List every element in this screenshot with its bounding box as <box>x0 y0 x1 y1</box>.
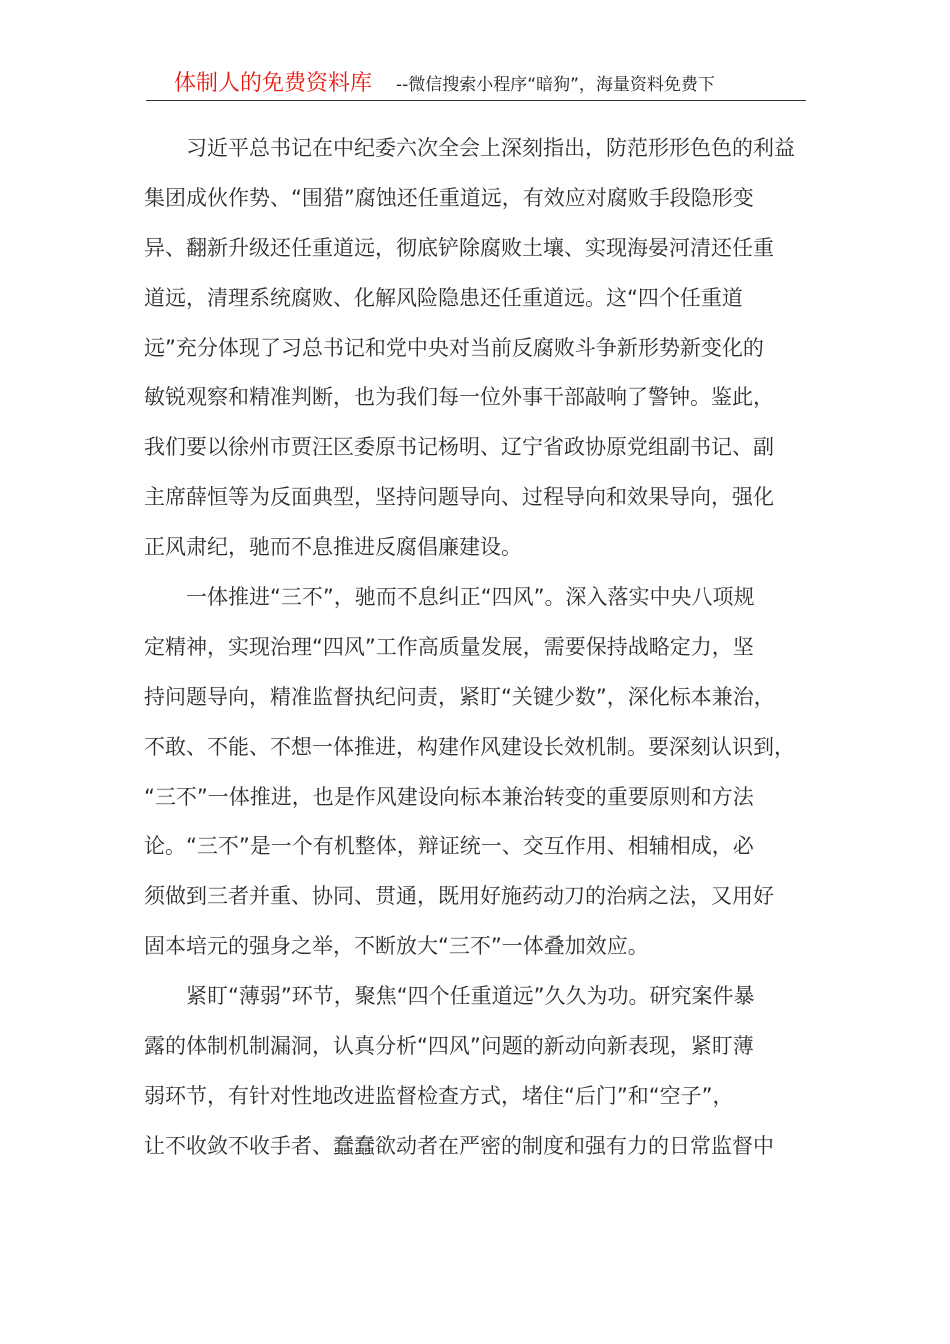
header-brand: 体制人的免费资料库 <box>174 71 373 96</box>
text-line: 主席薛恒等为反面典型，坚持问题导向、过程导向和效果导向，强化 <box>144 485 774 510</box>
text-line: 异、翻新升级还任重道远，彻底铲除腐败土壤、实现海晏河清还任重 <box>144 235 774 260</box>
text-line: 敏锐观察和精准判断，也为我们每一位外事干部敲响了警钟。鉴此， <box>144 385 774 410</box>
text-line: 须做到三者并重、协同、贯通，既用好施药动刀的治病之法，又用好 <box>144 884 774 909</box>
text-line: 定精神，实现治理“四风”工作高质量发展，需要保持战略定力，坚 <box>144 634 754 659</box>
page-header <box>146 70 806 101</box>
header-tagline: --微信搜索小程序“暗狗”，海量资料免费下 <box>396 75 715 95</box>
text-line: 弱环节，有针对性地改进监督检查方式，堵住“后门”和“空子”， <box>144 1083 734 1108</box>
text-line: 我们要以徐州市贾汪区委原书记杨明、辽宁省政协原党组副书记、副 <box>144 435 774 460</box>
text-line: 远”充分体现了习总书记和党中央对当前反腐败斗争新形势新变化的 <box>144 335 764 360</box>
text-line: 固本培元的强身之举，不断放大“三不”一体叠加效应。 <box>144 934 649 959</box>
paragraph-2 <box>144 573 814 972</box>
text-line: 不敢、不能、不想一体推进，构建作风建设长效机制。要深刻认识到， <box>144 734 795 759</box>
text-line: 紧盯“薄弱”环节，聚焦“四个任重道远”久久为功。研究案件暴 <box>144 984 755 1009</box>
text-line: “三不”一体推进，也是作风建设向标本兼治转变的重要原则和方法 <box>144 784 754 809</box>
text-line: 道远，清理系统腐败、化解风险隐患还任重道远。这“四个任重道 <box>144 285 743 310</box>
text-line: 露的体制机制漏洞，认真分析“四风”问题的新动向新表现，紧盯薄 <box>144 1034 754 1059</box>
text-line: 集团成伙作势、“围猎”腐蚀还任重道远，有效应对腐败手段隐形变 <box>144 185 754 210</box>
document-body <box>144 124 814 1172</box>
paragraph-3 <box>144 972 814 1172</box>
text-line: 让不收敛不收手者、蠢蠢欲动者在严密的制度和强有力的日常监督中 <box>144 1133 774 1158</box>
text-line: 一体推进“三不”，驰而不息纠正“四风”。深入落实中央八项规 <box>144 585 755 610</box>
text-line: 论。“三不”是一个有机整体，辩证统一、交互作用、相辅相成，必 <box>144 834 754 859</box>
text-line: 正风肃纪，驰而不息推进反腐倡廉建设。 <box>144 535 522 560</box>
text-line: 持问题导向，精准监督执纪问责，紧盯“关键少数”，深化标本兼治， <box>144 684 775 709</box>
text-line: 习近平总书记在中纪委六次全会上深刻指出，防范形形色色的利益 <box>144 136 795 160</box>
paragraph-1 <box>144 124 814 573</box>
